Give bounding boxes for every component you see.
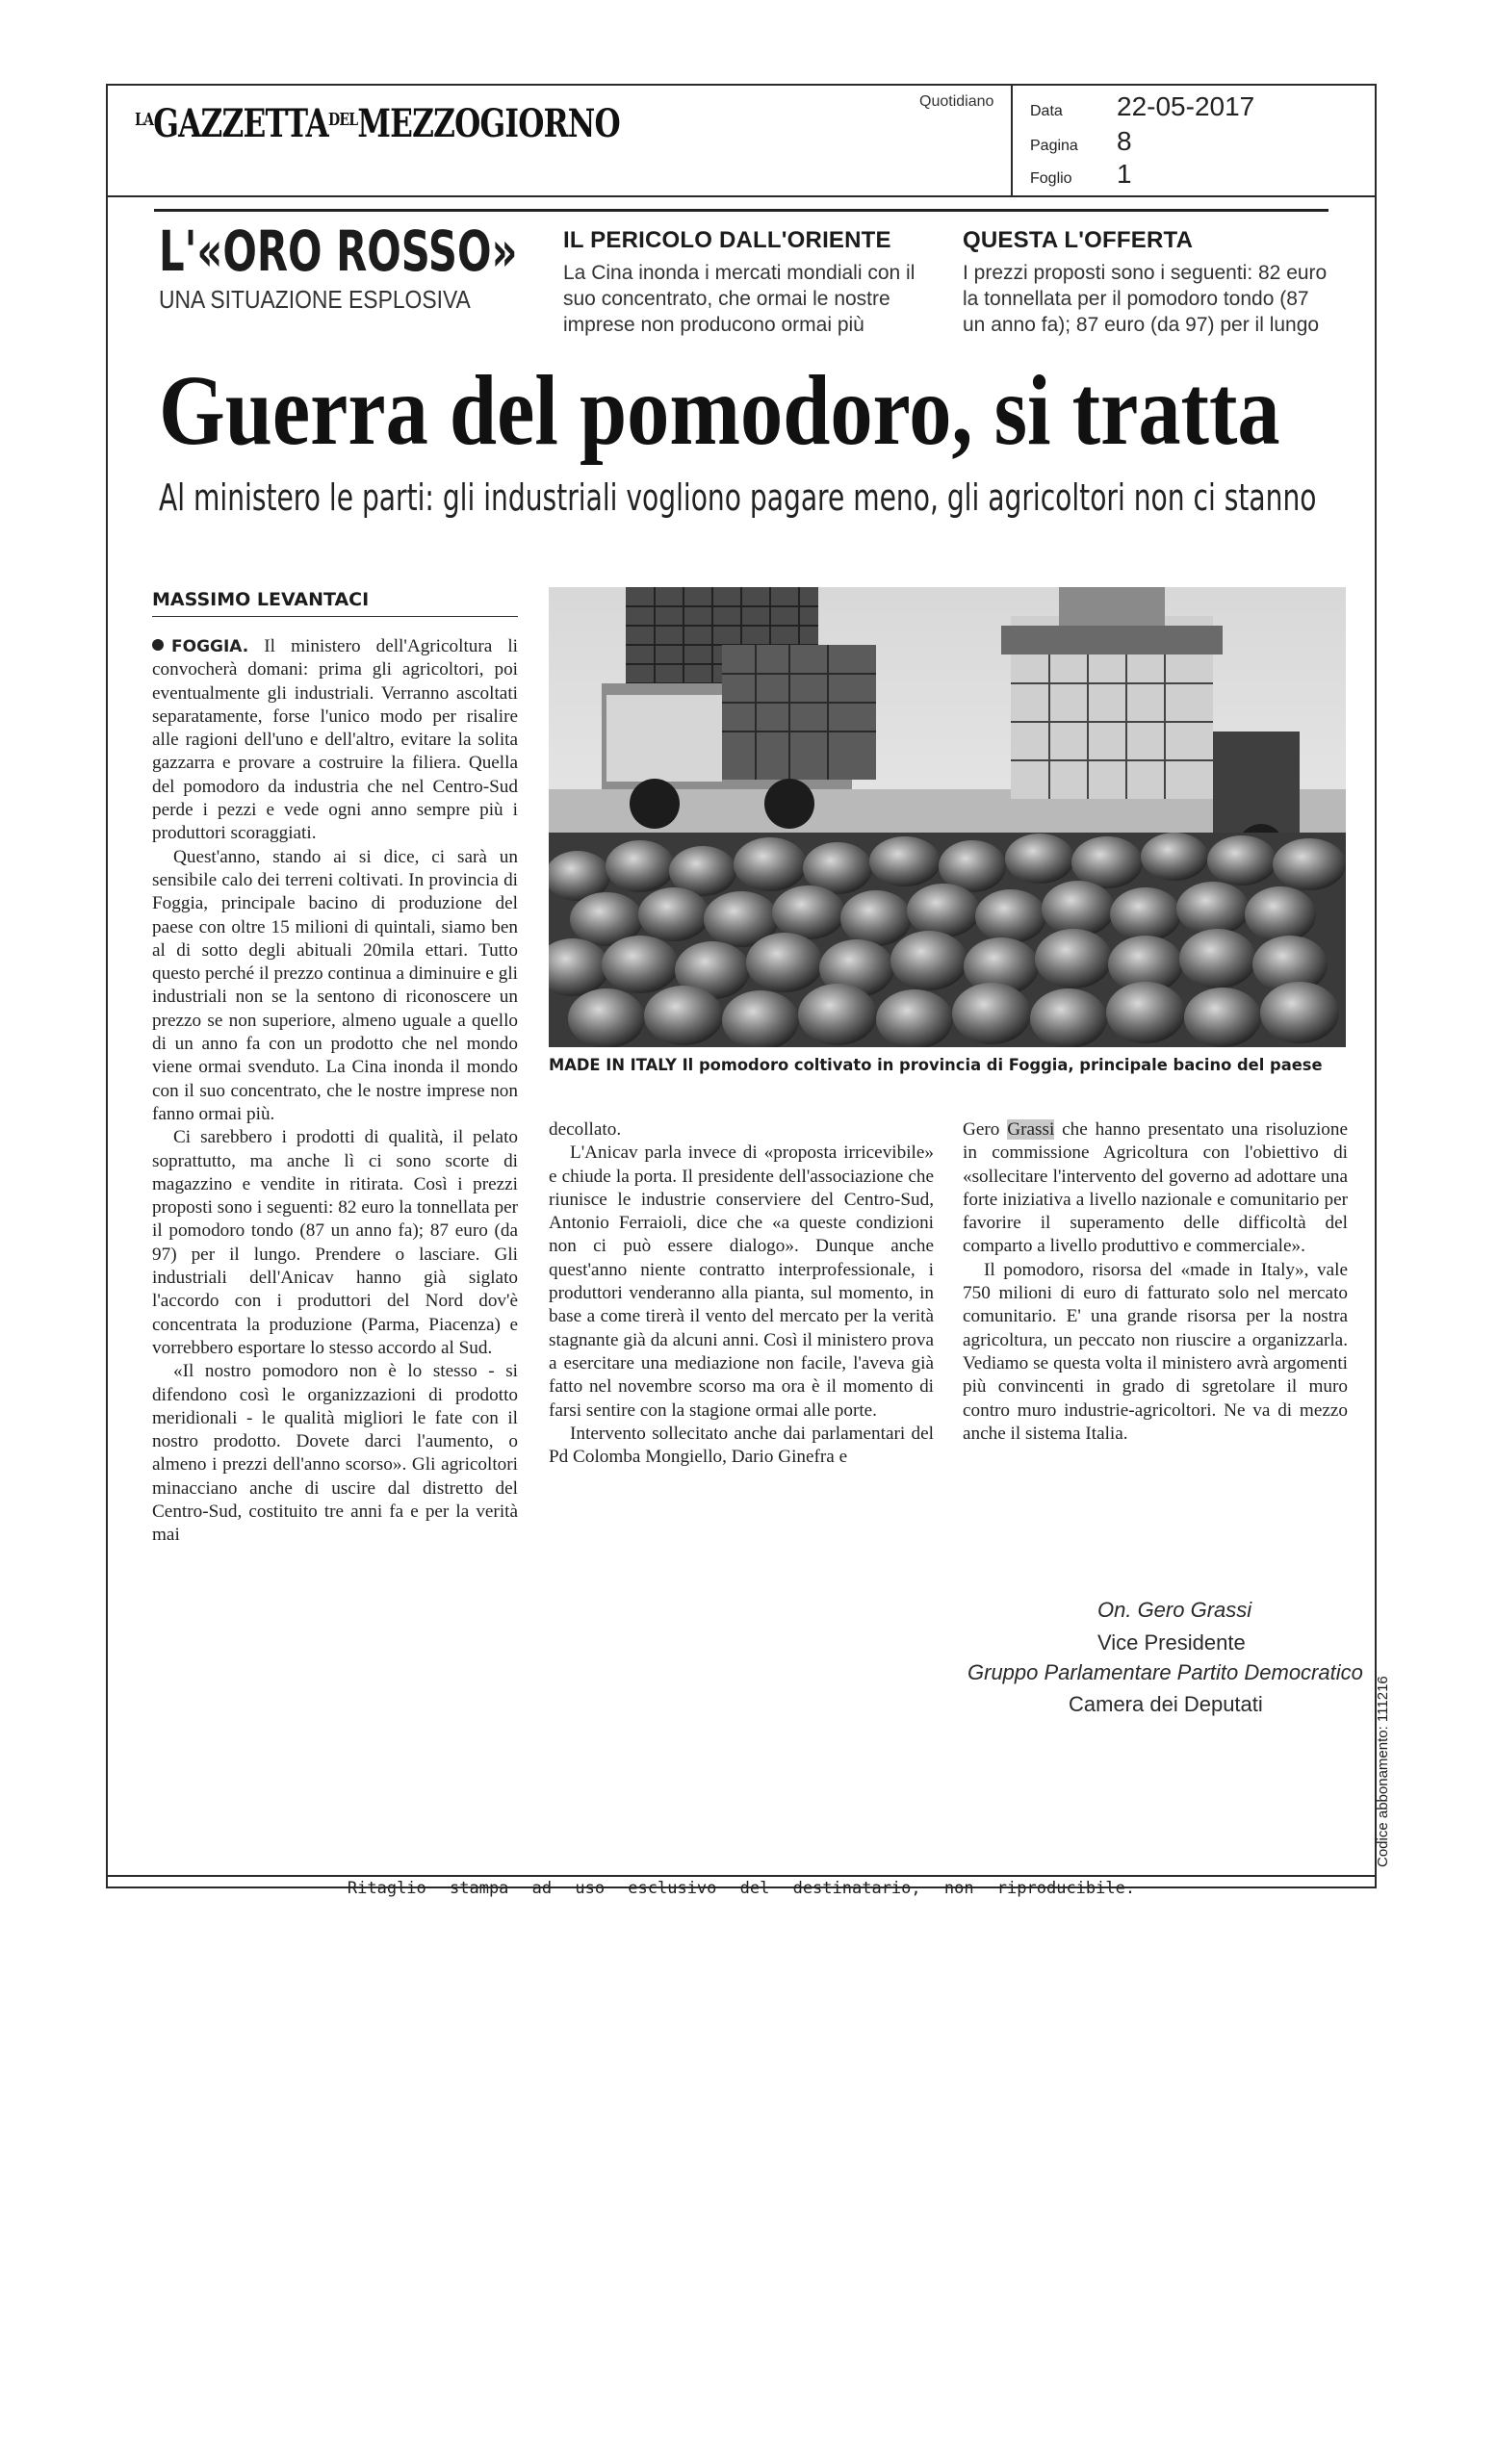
logo-mezzogiorno: MEZZOGIORNO <box>357 101 620 146</box>
caption-lead: MADE IN ITALY <box>549 1056 677 1075</box>
sidebar-text: La Cina inonda i mercati mondiali con il suo concentrato, che ormai le nostre imprese non producono ormai più <box>563 262 916 336</box>
paragraph: Ci sarebbero i prodotti di qualità, il pelato soprattutto, ma anche lì ci sono scorte di magazzino e vendite in ritirata. Così i prezzi proposti sono i seguenti: 82 euro la tonnellata per il pomodoro tondo (87 un anno fa); 87 euro (da 97) per il lungo. Prendere o lasciare. Gli industriali dell'Anicav hanno già siglato l'accordo con i produttori del Nord dov'è concentrata la produzione (Parma, Piacenza) e vorrebbero esportare lo stesso accordo al Sud. <box>152 1127 518 1358</box>
logo-la: LA <box>135 110 154 130</box>
article-column-2 <box>549 1118 934 1469</box>
footer-rule <box>106 1875 1377 1877</box>
paragraph: decollato. <box>549 1119 622 1140</box>
photo-caption <box>549 1056 1344 1075</box>
date-row <box>1030 91 1254 122</box>
kicker-subtitle: UNA SITUAZIONE ESPLOSIVA <box>159 285 471 314</box>
signature-group: Gruppo Parlamentare Partito Democratico <box>967 1660 1363 1684</box>
subheadline: Al ministero le parti: gli industriali vogliono pagare meno, gli agricoltori non ci stanno <box>159 476 1317 519</box>
tomato-harvest-photo <box>549 587 1346 1047</box>
date-label: Data <box>1030 103 1063 119</box>
headline: Guerra del pomodoro, si tratta <box>159 355 1280 466</box>
paragraph: L'Anicav parla invece di «proposta irricevibile» e chiude la porta. Il presidente dell'associazione che riunisce le industrie conserviere del Centro-Sud, Antonio Ferraioli, dice che «a queste condizioni non ci può essere dialogo». Dunque anche quest'anno niente contratto interprofessionale, i produttori venderanno alla pianta, sul momento, in base a come tirerà il vento del mercato per la verità stagnante già da alcuni anni. Così il ministero prova a esercitare una mediazione non facile, l'aveva già fatto nel novembre scorso ma ora è il momento di farsi sentire con la stagione ormai alle porte. <box>549 1142 934 1421</box>
sidebar-text: I prezzi proposti sono i seguenti: 82 euro la tonnellata per il pomodoro tondo (87 un anno fa); 87 euro (da 97) per il lungo <box>963 262 1328 336</box>
sidebar-offerta <box>963 227 1328 338</box>
logo-gazzetta: GAZZETTA <box>153 101 328 146</box>
paragraph: «Il nostro pomodoro non è lo stesso - si difendono così le organizzazioni di prodotto meridionali - le qualità migliori le fate con il nostro prodotto. Dovete darci l'aumento, o almeno i prezzi dell'anno scorso». Gli agricoltori minacciano anche di uscire dal distretto del Centro-Sud, costituito tre anni fa e per la verità mai <box>152 1361 518 1546</box>
paragraph: Quest'anno, stando ai si dice, ci sarà un sensibile calo dei terreni coltivati. In provincia di Foggia, principale bacino di produzione del paese con oltre 15 milioni di quintali, siamo ben al di sotto degli abituali 20mila ettari. Tutto questo perché il prezzo continua a diminuire e gli industriali non se la sentono di riconoscere un prezzo se non superiore, almeno uguale a quello di un anno fa con un prodotto che nel mondo viene ormai svenduto. La Cina inonda il mondo con il suo concentrato, che le nostre imprese non fanno ormai più. <box>152 846 518 1124</box>
sidebar-title: QUESTA L'OFFERTA <box>963 227 1194 253</box>
clipping-footer: Ritaglio stampa ad uso esclusivo del destinatario, non riproducibile. <box>347 1879 1136 1898</box>
article-column-3 <box>963 1118 1348 1446</box>
publication-type: Quotidiano <box>919 93 994 110</box>
sheet-row <box>1030 159 1132 190</box>
sidebar-title: IL PERICOLO DALL'ORIENTE <box>563 227 891 253</box>
page-row <box>1030 126 1132 157</box>
subscription-code: Codice abbonamento: 111216 <box>1375 1676 1391 1867</box>
date-value: 22-05-2017 <box>1117 91 1255 121</box>
paragraph: Il pomodoro, risorsa del «made in Italy», vale 750 milioni di euro di fatturato solo nel mercato comunitario. E' una grande risorsa per la nostra agricoltura, un peccato non riuscire a organizzarla. Vediamo se questa volta il ministero avrà argomenti più convincenti in grado di sgretolare il muro contro muro industrie-agricoltori. Ne va di mezzo anche il sistema Italia. <box>963 1259 1348 1444</box>
page-value: 8 <box>1117 126 1132 156</box>
sheet-label: Foglio <box>1030 170 1072 187</box>
highlighted-name: Grassi <box>1007 1119 1055 1140</box>
newspaper-logo <box>135 101 620 146</box>
sheet-value: 1 <box>1117 159 1132 189</box>
paragraph-text: Gero <box>963 1119 1008 1140</box>
paragraph-text: che hanno presentato una risoluzione in commissione Agricoltura con l'obiettivo di «sollecitare l'intervento del governo ad adottare una forte iniziativa a livello nazionale e comunitario per favorire il superamento delle difficoltà del comparto a livello produttivo e commerciale». <box>963 1119 1349 1257</box>
kicker-title: L'«ORO ROSSO» <box>159 218 518 284</box>
article-column-1 <box>152 635 518 1548</box>
page-label: Pagina <box>1030 138 1078 154</box>
bullet-dot-icon <box>152 639 164 651</box>
masthead <box>106 84 1377 197</box>
paragraph <box>152 635 518 846</box>
sidebar-oriente <box>563 227 929 338</box>
caption-text: Il pomodoro coltivato in provincia di Foggia, principale bacino del paese <box>682 1056 1323 1075</box>
meta-box <box>1011 84 1377 195</box>
signature-role: Vice Presidente <box>1097 1630 1246 1655</box>
author-byline: MASSIMO LEVANTACI <box>152 589 518 617</box>
dateline-location: FOGGIA. <box>171 637 249 656</box>
signature-chamber: Camera dei Deputati <box>1069 1692 1263 1716</box>
paragraph-text: Il ministero dell'Agricoltura li convocherà domani: prima gli agricoltori, poi eventualmente gli industriali. Verranno ascoltati separatamente, forse l'unico modo per risalire alle ragioni dell'uno e dell'altro, evitare la solita gazzarra e provare a costruire la filiera. Quella del pomodoro da industria che nel Centro-Sud perde i pezzi e vede ogni anno sempre più i produttori scoraggiati. <box>152 636 518 844</box>
paragraph: Intervento sollecitato anche dai parlamentari del Pd Colomba Mongiello, Dario Ginefra e <box>549 1423 934 1468</box>
paragraph <box>963 1118 1348 1259</box>
signature-name: On. Gero Grassi <box>1097 1598 1252 1622</box>
kicker-rule <box>154 209 1328 212</box>
logo-del: DEL <box>327 110 358 130</box>
